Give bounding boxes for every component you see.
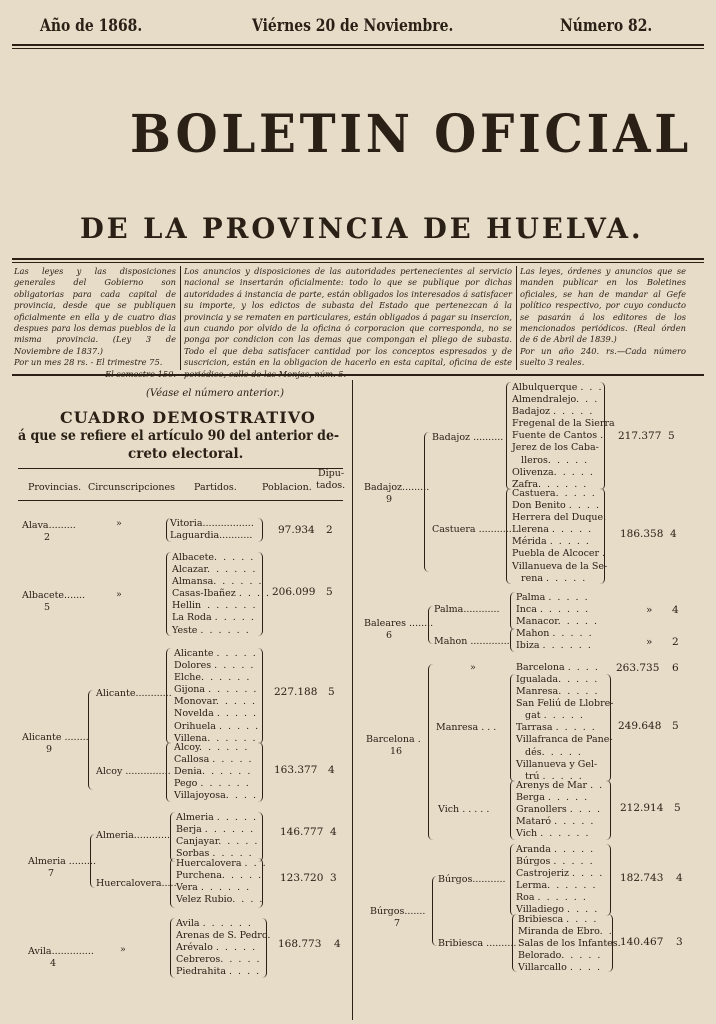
prov-avila: Avila..............	[28, 946, 94, 957]
brace	[428, 606, 433, 644]
notice-rule	[12, 374, 704, 376]
pob-burgos-2: 140.467	[620, 936, 664, 948]
brace	[606, 674, 611, 782]
prov-alava: Alava.........	[22, 520, 76, 531]
circ-alicante-2: Alcoy ...............	[96, 766, 171, 777]
pob-alava: 97.934	[278, 524, 315, 536]
circ-alava: »	[116, 518, 122, 529]
brace	[258, 742, 263, 802]
prov-badajoz-num: 9	[386, 494, 393, 505]
partidos-almeria-1-text: Almeria . . . . . Berja . . . . . . Canjayar. . . . . Sorbas . . . . .	[176, 812, 258, 860]
masthead-rule-thin	[12, 262, 704, 263]
pob-baleares-2: »	[646, 636, 653, 648]
brace	[424, 432, 429, 572]
partidos-barcelona-1-text: Barcelona . . . .	[516, 662, 598, 673]
partidos-badajoz-2	[512, 488, 607, 585]
partidos-burgos-1-text: Aranda . . . . . Búrgos . . . . . Castrojeriz . . . . Lerma. . . . . . Roa . . . . . . Villadiego . . . .	[516, 844, 603, 916]
circ-burgos-1: Búrgos...........	[438, 874, 506, 885]
col-diputados-1: Dipu-	[318, 468, 345, 479]
partidos-alicante-1	[174, 648, 258, 745]
prov-albacete: Albacete.......	[22, 590, 86, 601]
col-diputados-2: tados.	[316, 480, 346, 491]
article-subheading-2: creto electoral.	[128, 446, 244, 462]
partidos-burgos-2	[518, 914, 621, 974]
circ-burgos-2: Bribiesca ..........	[438, 938, 517, 949]
prov-burgos: Búrgos.......	[370, 906, 426, 917]
masthead-subtitle: DE LA PROVINCIA DE HUELVA.	[80, 212, 644, 245]
pob-badajoz-1: 217.377	[618, 430, 662, 442]
pob-alicante-1: 227.188	[274, 686, 318, 698]
circ-alicante-1: Alicante............	[96, 688, 172, 699]
partidos-badajoz-2-text: Castuera. . . . . Don Benito . . . . Herrera del Duque. Llerena . . . . . Mérida . . . . . Puebla de Alcocer . Villanueva de la Se- rena . . . . .	[512, 488, 608, 584]
header-rule-thin	[12, 48, 704, 49]
circ-barcelona-3: Vich . . . . .	[438, 804, 490, 815]
partidos-barcelona-3-text: Arenys de Mar . . Berga . . . . . Granollers . . . . Mataró . . . . . Vich . . . . . .	[516, 780, 603, 840]
partidos-barcelona-1	[516, 662, 598, 674]
dip-almeria-2: 3	[330, 872, 337, 884]
brace	[88, 690, 93, 790]
dip-avila: 4	[334, 938, 341, 950]
circ-barcelona-1: »	[470, 662, 476, 673]
partidos-albacete-text: Albacete. . . . . Alcazar. . . . . . Almansa. . . . . . Casas-Ibañez . . . . Hellin . . . . . . La Roda . . . . . Yeste . . . . . .	[172, 552, 270, 636]
circ-albacete: »	[116, 589, 122, 600]
date-label: Viérnes 20 de Noviembre.	[252, 16, 454, 36]
pob-barcelona-3: 212.914	[620, 802, 664, 814]
partidos-almeria-2-text: Huercalovera . . . Purchena. . . . . Vera . . . . . . Velez Rubio. . . .	[176, 858, 266, 906]
brace	[510, 628, 515, 652]
dip-barcelona-2: 5	[672, 720, 679, 732]
prov-barcelona: Barcelona .	[366, 734, 421, 745]
partidos-avila-text: Avila . . . . . . Arenas de S. Pedro. Arévalo . . . . . Cebreros. . . . . Piedrahita . . . .	[176, 918, 271, 978]
prov-baleares-num: 6	[386, 630, 393, 641]
partidos-burgos-1	[516, 844, 602, 917]
prov-alava-num: 2	[44, 532, 51, 543]
table-rule-header	[18, 500, 343, 501]
dip-baleares-1: 4	[672, 604, 679, 616]
brace	[166, 742, 171, 802]
partidos-alava-text: Vitoria................. Laguardia...........	[170, 518, 254, 542]
circ-baleares-1: Palma............	[434, 604, 500, 615]
col-poblacion: Poblacion.	[262, 482, 312, 493]
partidos-alava	[170, 518, 254, 542]
brace	[510, 844, 515, 916]
prov-baleares: Baleares ........	[364, 618, 434, 629]
brace	[512, 914, 517, 972]
col-provincias: Provincias.	[28, 482, 82, 493]
partidos-burgos-2-text: Bribiesca . . . . Miranda de Ebro. . Salas de los Infantes. Belorado. . . . . Villarcallo . . . .	[518, 914, 621, 974]
brace	[262, 918, 267, 978]
circ-badajoz-1: Badajoz ..........	[432, 432, 504, 443]
partidos-almeria-1	[176, 812, 257, 860]
partidos-alicante-2	[174, 742, 256, 802]
col-partidos: Partidos.	[194, 482, 237, 493]
brace	[432, 876, 437, 946]
circ-barcelona-2: Manresa . . .	[436, 722, 497, 733]
prov-burgos-num: 7	[394, 918, 401, 929]
year-label: Año de 1868.	[40, 16, 143, 36]
pob-baleares-1: »	[646, 604, 653, 616]
partidos-alicante-2-text: Alcoy. . . . . . Callosa . . . . . Denia. . . . . . Pego . . . . . . Villajoyosa. . . .	[174, 742, 256, 802]
circ-badajoz-2: Castuera ...........	[432, 524, 512, 535]
brace	[606, 844, 611, 916]
notice-center: Los anuncios y disposiciones de las autoridades pertenecientes al servicio nacional se insertarán oficialmente: todo lo que se publique por dichas autoridades á instancia de parte, están obligados los interesados á satisfacer su importe, y los edictos de subasta del Estado que pertenezcan á la provincia y se rematen en particulares, están obligados á pagar su insercion, aun cuando por olvido de la oficina ó corporacion que corresponda, no se ponga por condicion con las demas que compongan el pliego de subasta. Todo el que deba satisfacer cantidad por los conceptos espresados y de suscricion, están en la obligacion de hacerlo en esta capital, oficina de este	[184, 266, 512, 368]
notice-divider-1	[180, 266, 181, 370]
article-ref: (Véase el número anterior.)	[146, 388, 284, 399]
dip-burgos-1: 4	[676, 872, 683, 884]
table-rule-top	[18, 468, 343, 469]
col-circunscripciones: Circunscripciones	[88, 482, 175, 493]
column-divider	[352, 380, 353, 1020]
brace	[428, 664, 433, 840]
brace	[166, 552, 171, 636]
pob-almeria-2: 123.720	[280, 872, 324, 884]
notice-left-price1: Por un mes 28 rs. - El trimestre 75.	[14, 357, 163, 368]
brace	[506, 382, 511, 490]
brace	[258, 812, 263, 862]
brace	[258, 518, 263, 542]
partidos-avila	[176, 918, 270, 978]
dip-barcelona-1: 6	[672, 662, 679, 674]
pob-burgos-1: 182.743	[620, 872, 664, 884]
brace	[170, 858, 175, 908]
pob-barcelona-1: 263.735	[616, 662, 660, 674]
pob-almeria-1: 146.777	[280, 826, 324, 838]
brace	[608, 914, 613, 972]
dip-badajoz-2: 4	[670, 528, 677, 540]
brace	[170, 918, 175, 978]
brace	[166, 648, 171, 744]
prov-almeria: Almeria .........	[28, 856, 96, 867]
pob-alicante-2: 163.377	[274, 764, 318, 776]
notice-right-text: Las leyes, órdenes y anuncios que se manden publicar en los Boletines oficiales, se han de mandar al Gefe político respectivo, por cuyo conducto se pasarán á los editores de los mencionados periódicos. (Real órden de 6 de Abril de 1839.)	[520, 266, 686, 345]
notice-divider-2	[516, 266, 517, 370]
partidos-barcelona-3	[516, 780, 602, 840]
prov-barcelona-num: 16	[390, 746, 403, 757]
prov-albacete-num: 5	[44, 602, 51, 613]
header-rule	[12, 44, 704, 46]
prov-alicante-num: 9	[46, 744, 53, 755]
dip-barcelona-3: 5	[674, 802, 681, 814]
circ-avila: »	[120, 944, 126, 955]
partidos-badajoz-1-text: Albulquerque . . . Almendralejo. . . Badajoz . . . . . Fregenal de la Sierra Fuente de Cantos . Jerez de los Caba- lleros. . . . . Olivenza. . . . . Zafra. . . . . .	[512, 382, 615, 490]
masthead-title: BOLETIN OFICIAL	[130, 104, 692, 165]
pob-barcelona-2: 249.648	[618, 720, 662, 732]
prov-avila-num: 4	[50, 958, 57, 969]
notice-left-text: Las leyes y las disposiciones generales del Gobierno son obligatorias para cada capital de provincia, desde que se publiquen oficialmente en ella y de cuatro dias despues para los demas pueblos de la misma provincia. (Ley 3 de Noviembre de 1837.)	[14, 266, 176, 356]
brace	[170, 812, 175, 862]
notice-right	[520, 266, 686, 369]
pob-badajoz-2: 186.358	[620, 528, 664, 540]
article-heading: CUADRO DEMOSTRATIVO	[60, 408, 316, 427]
circ-almeria-2: Huercalovera.....	[96, 878, 177, 889]
masthead-rule	[12, 258, 704, 260]
brace	[600, 488, 605, 584]
brace	[600, 382, 605, 490]
issue-number: Número 82.	[560, 16, 653, 36]
notice-left	[14, 266, 176, 380]
brace	[258, 552, 263, 636]
partidos-almeria-2	[176, 858, 266, 906]
brace	[506, 488, 511, 584]
brace	[258, 858, 263, 908]
partidos-alicante-1-text: Alicante . . . . . Dolores . . . . . Elche. . . . . . Gijona . . . . . . Monovar. . . . . Novelda . . . . . Orihuela . . . . . Villena. . . . . .	[174, 648, 259, 744]
prov-badajoz: Badajoz.........	[364, 482, 430, 493]
dip-alava: 2	[326, 524, 333, 536]
brace	[510, 592, 515, 630]
dip-alicante-2: 4	[328, 764, 335, 776]
dip-badajoz-1: 5	[668, 430, 675, 442]
pob-avila: 168.773	[278, 938, 322, 950]
dip-albacete: 5	[326, 586, 333, 598]
partidos-baleares-2-text: Mahon . . . . . Ibiza . . . . . .	[516, 628, 592, 652]
partidos-barcelona-2-text: Igualada. . . . . Manresa. . . . . San Feliú de Llobre- gat . . . . . Tarrasa . . . . . Villafranca de Pane- dés. . . . . Villanueva y Gel- trú . . . . .	[516, 674, 614, 782]
partidos-barcelona-2	[516, 674, 613, 783]
partidos-baleares-1	[516, 592, 597, 628]
brace	[510, 780, 515, 840]
prov-almeria-num: 7	[48, 868, 55, 879]
brace	[606, 780, 611, 840]
brace	[258, 648, 263, 744]
article-subheading-1: á que se refiere el artículo 90 del anterior de-	[18, 428, 340, 444]
dip-baleares-2: 2	[672, 636, 679, 648]
partidos-albacete	[172, 552, 269, 637]
circ-almeria-1: Almeria............	[96, 830, 171, 841]
brace	[90, 834, 95, 888]
notice-right-price: Por un año 240. rs.—Cada número suelto 3 reales.	[520, 345, 686, 368]
brace	[510, 674, 515, 782]
dip-almeria-1: 4	[330, 826, 337, 838]
dip-burgos-2: 3	[676, 936, 683, 948]
pob-albacete: 206.099	[272, 586, 316, 598]
partidos-baleares-1-text: Palma . . . . . Inca . . . . . . Manacor. . . . .	[516, 592, 597, 628]
prov-alicante: Alicante ........	[22, 732, 89, 743]
circ-baleares-2: Mahon .............	[434, 636, 510, 647]
partidos-baleares-2	[516, 628, 592, 652]
dip-alicante-1: 5	[328, 686, 335, 698]
